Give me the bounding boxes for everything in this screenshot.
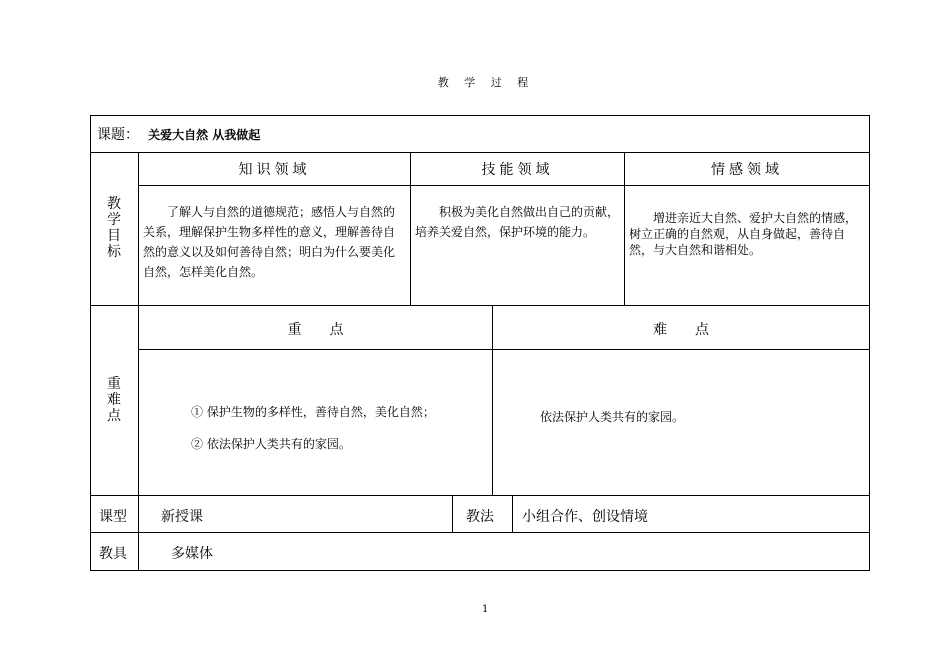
emotion-heading: 情感领域: [711, 162, 783, 178]
teaching-method-value: 小组合作、创设情境: [522, 509, 648, 525]
skill-heading: 技能领域: [481, 162, 554, 178]
page-header: 教 学 过 程: [437, 76, 535, 89]
objectives-row-label: 教学目标: [107, 196, 121, 260]
knowledge-text: 了解人与自然的道德规范；感悟人与自然的关系，理解保护生物多样性的意义，理解善待自然的意义以及如何善待自然；明白为什么要美化自然，怎样美化自然。: [143, 205, 396, 279]
course-type-label: 课型: [99, 509, 127, 525]
page-number: 1: [482, 604, 489, 615]
difficult-points-heading: 难 点: [653, 322, 709, 338]
key-point-2: ② 依法保护人类共有的家园。: [191, 437, 351, 451]
skill-text: 积极为美化自然做出自己的贡献，培养关爱自然，保护环境的能力。: [415, 205, 620, 239]
teaching-tools-label: 教具: [99, 546, 127, 562]
topic-row: [97, 124, 260, 144]
teaching-method-label: 教法: [466, 509, 494, 525]
topic-title: 关爱大自然 从我做起: [148, 128, 261, 142]
key-point-1: ① 保护生物的多样性，善待自然，美化自然；: [191, 405, 435, 419]
focus-row-label: 重难点: [107, 376, 121, 424]
key-points-heading: 重 点: [287, 322, 344, 338]
knowledge-heading: 知识领域: [238, 162, 311, 178]
teaching-tools-value: 多媒体: [171, 546, 213, 562]
difficult-point: 依法保护人类共有的家园。: [540, 410, 685, 424]
topic-label: 课题：: [97, 127, 139, 143]
course-type-value: 新授课: [161, 509, 203, 525]
emotion-text: 增进亲近大自然、爱护大自然的情感，树立正确的自然观，从自身做起，善待自然，与大自然和谐相处。: [629, 211, 858, 257]
